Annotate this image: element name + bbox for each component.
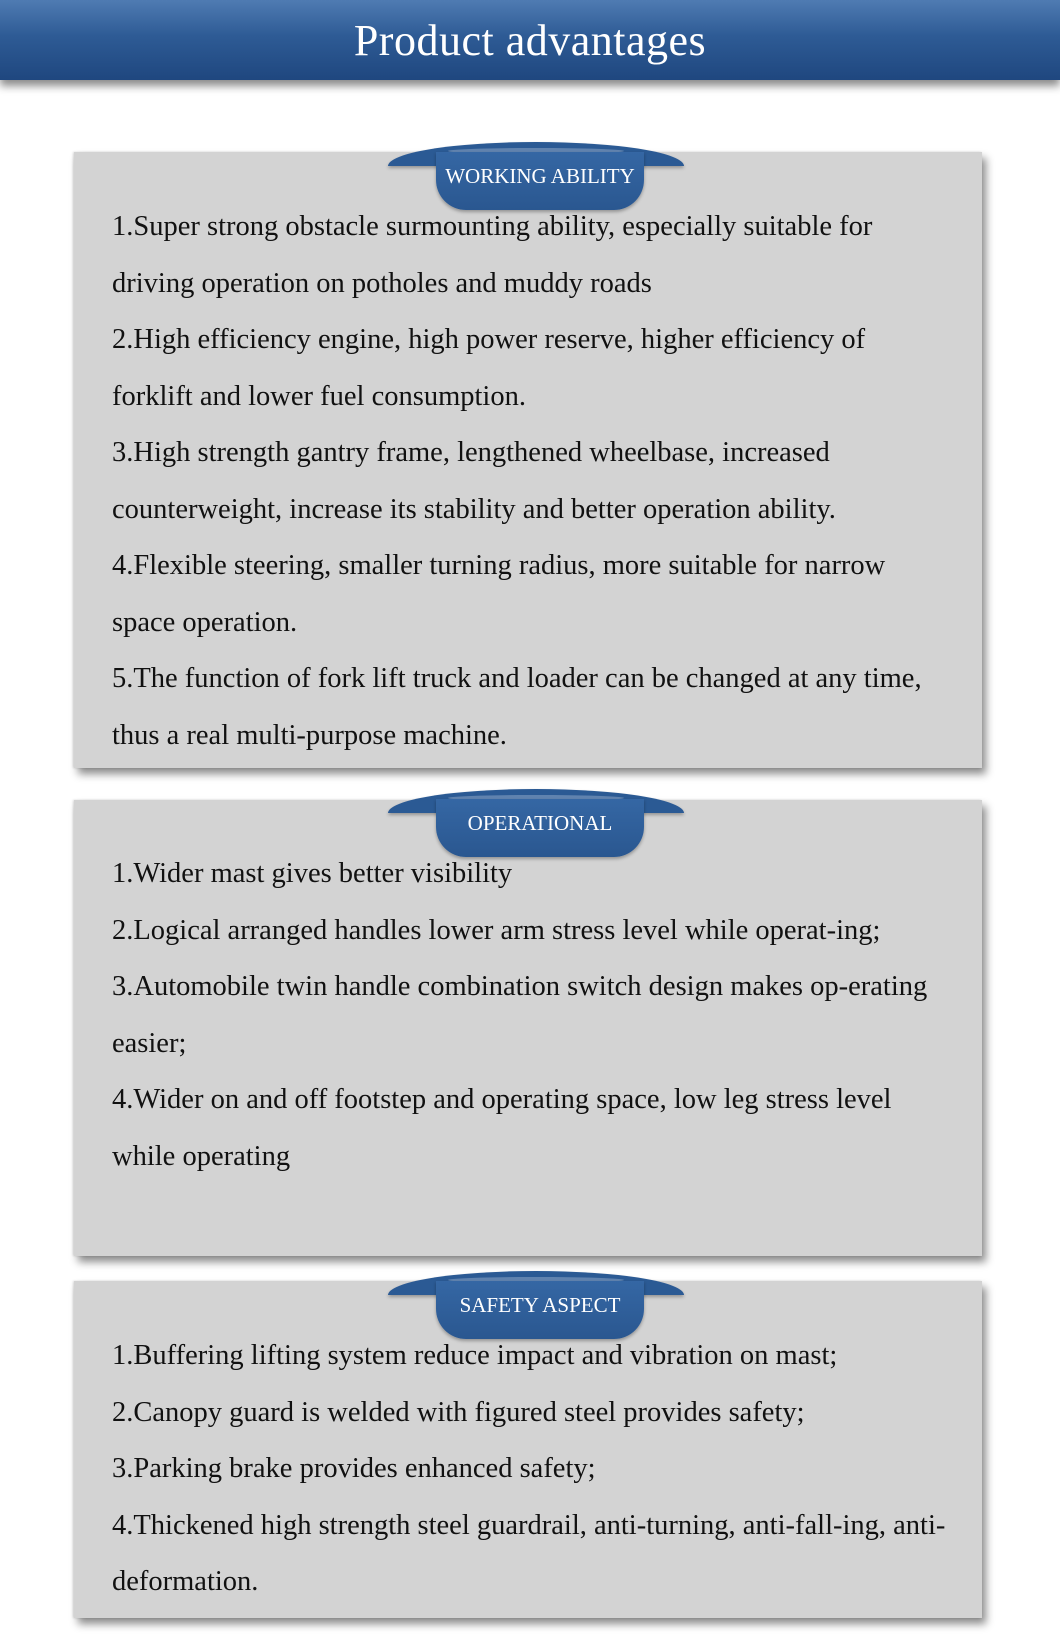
list-item: 2.Canopy guard is welded with figured steel provides safety; xyxy=(112,1396,805,1428)
section-items-safety-aspect xyxy=(112,1328,952,1611)
list-item: 2.High efficiency engine, high power reserve, higher efficiency of forklift and lower fuel consumption. xyxy=(112,324,866,412)
list-item: 4.Wider on and off footstep and operating space, low leg stress level while operating xyxy=(112,1084,892,1172)
section-items-working-ability xyxy=(112,199,952,764)
section-tab-operational: OPERATIONAL xyxy=(436,799,644,857)
list-item: 4.Flexible steering, smaller turning radius, more suitable for narrow space operation. xyxy=(112,550,886,638)
list-item: 4.Thickened high strength steel guardrail, anti-turning, anti-fall-ing, anti-deformation. xyxy=(112,1509,946,1597)
list-item: 1.Wider mast gives better visibility xyxy=(112,858,513,889)
section-tab-safety-aspect: SAFETY ASPECT xyxy=(436,1281,644,1339)
section-tab-working-ability: WORKING ABILITY xyxy=(436,152,644,210)
list-item: 3.Automobile twin handle combination switch design makes op-erating easier; xyxy=(112,971,928,1059)
list-item: 3.Parking brake provides enhanced safety; xyxy=(112,1453,596,1484)
list-item: 3.High strength gantry frame, lengthened wheelbase, increased counterweight, increase its stability and better operation ability. xyxy=(112,437,836,525)
list-item: 2.Logical arranged handles lower arm stress level while operat-ing; xyxy=(112,914,881,946)
list-item: 1.Buffering lifting system reduce impact and vibration on mast; xyxy=(112,1340,838,1371)
list-item: 5.The function of fork lift truck and loader can be changed at any time, thus a real multi-purpose machine. xyxy=(112,663,922,751)
page-title: Product advantages xyxy=(353,16,707,65)
list-item: 1.Super strong obstacle surmounting ability, especially suitable for driving operation on potholes and muddy roads xyxy=(112,211,873,299)
section-items-operational xyxy=(112,846,952,1185)
header-bar xyxy=(0,0,1060,80)
